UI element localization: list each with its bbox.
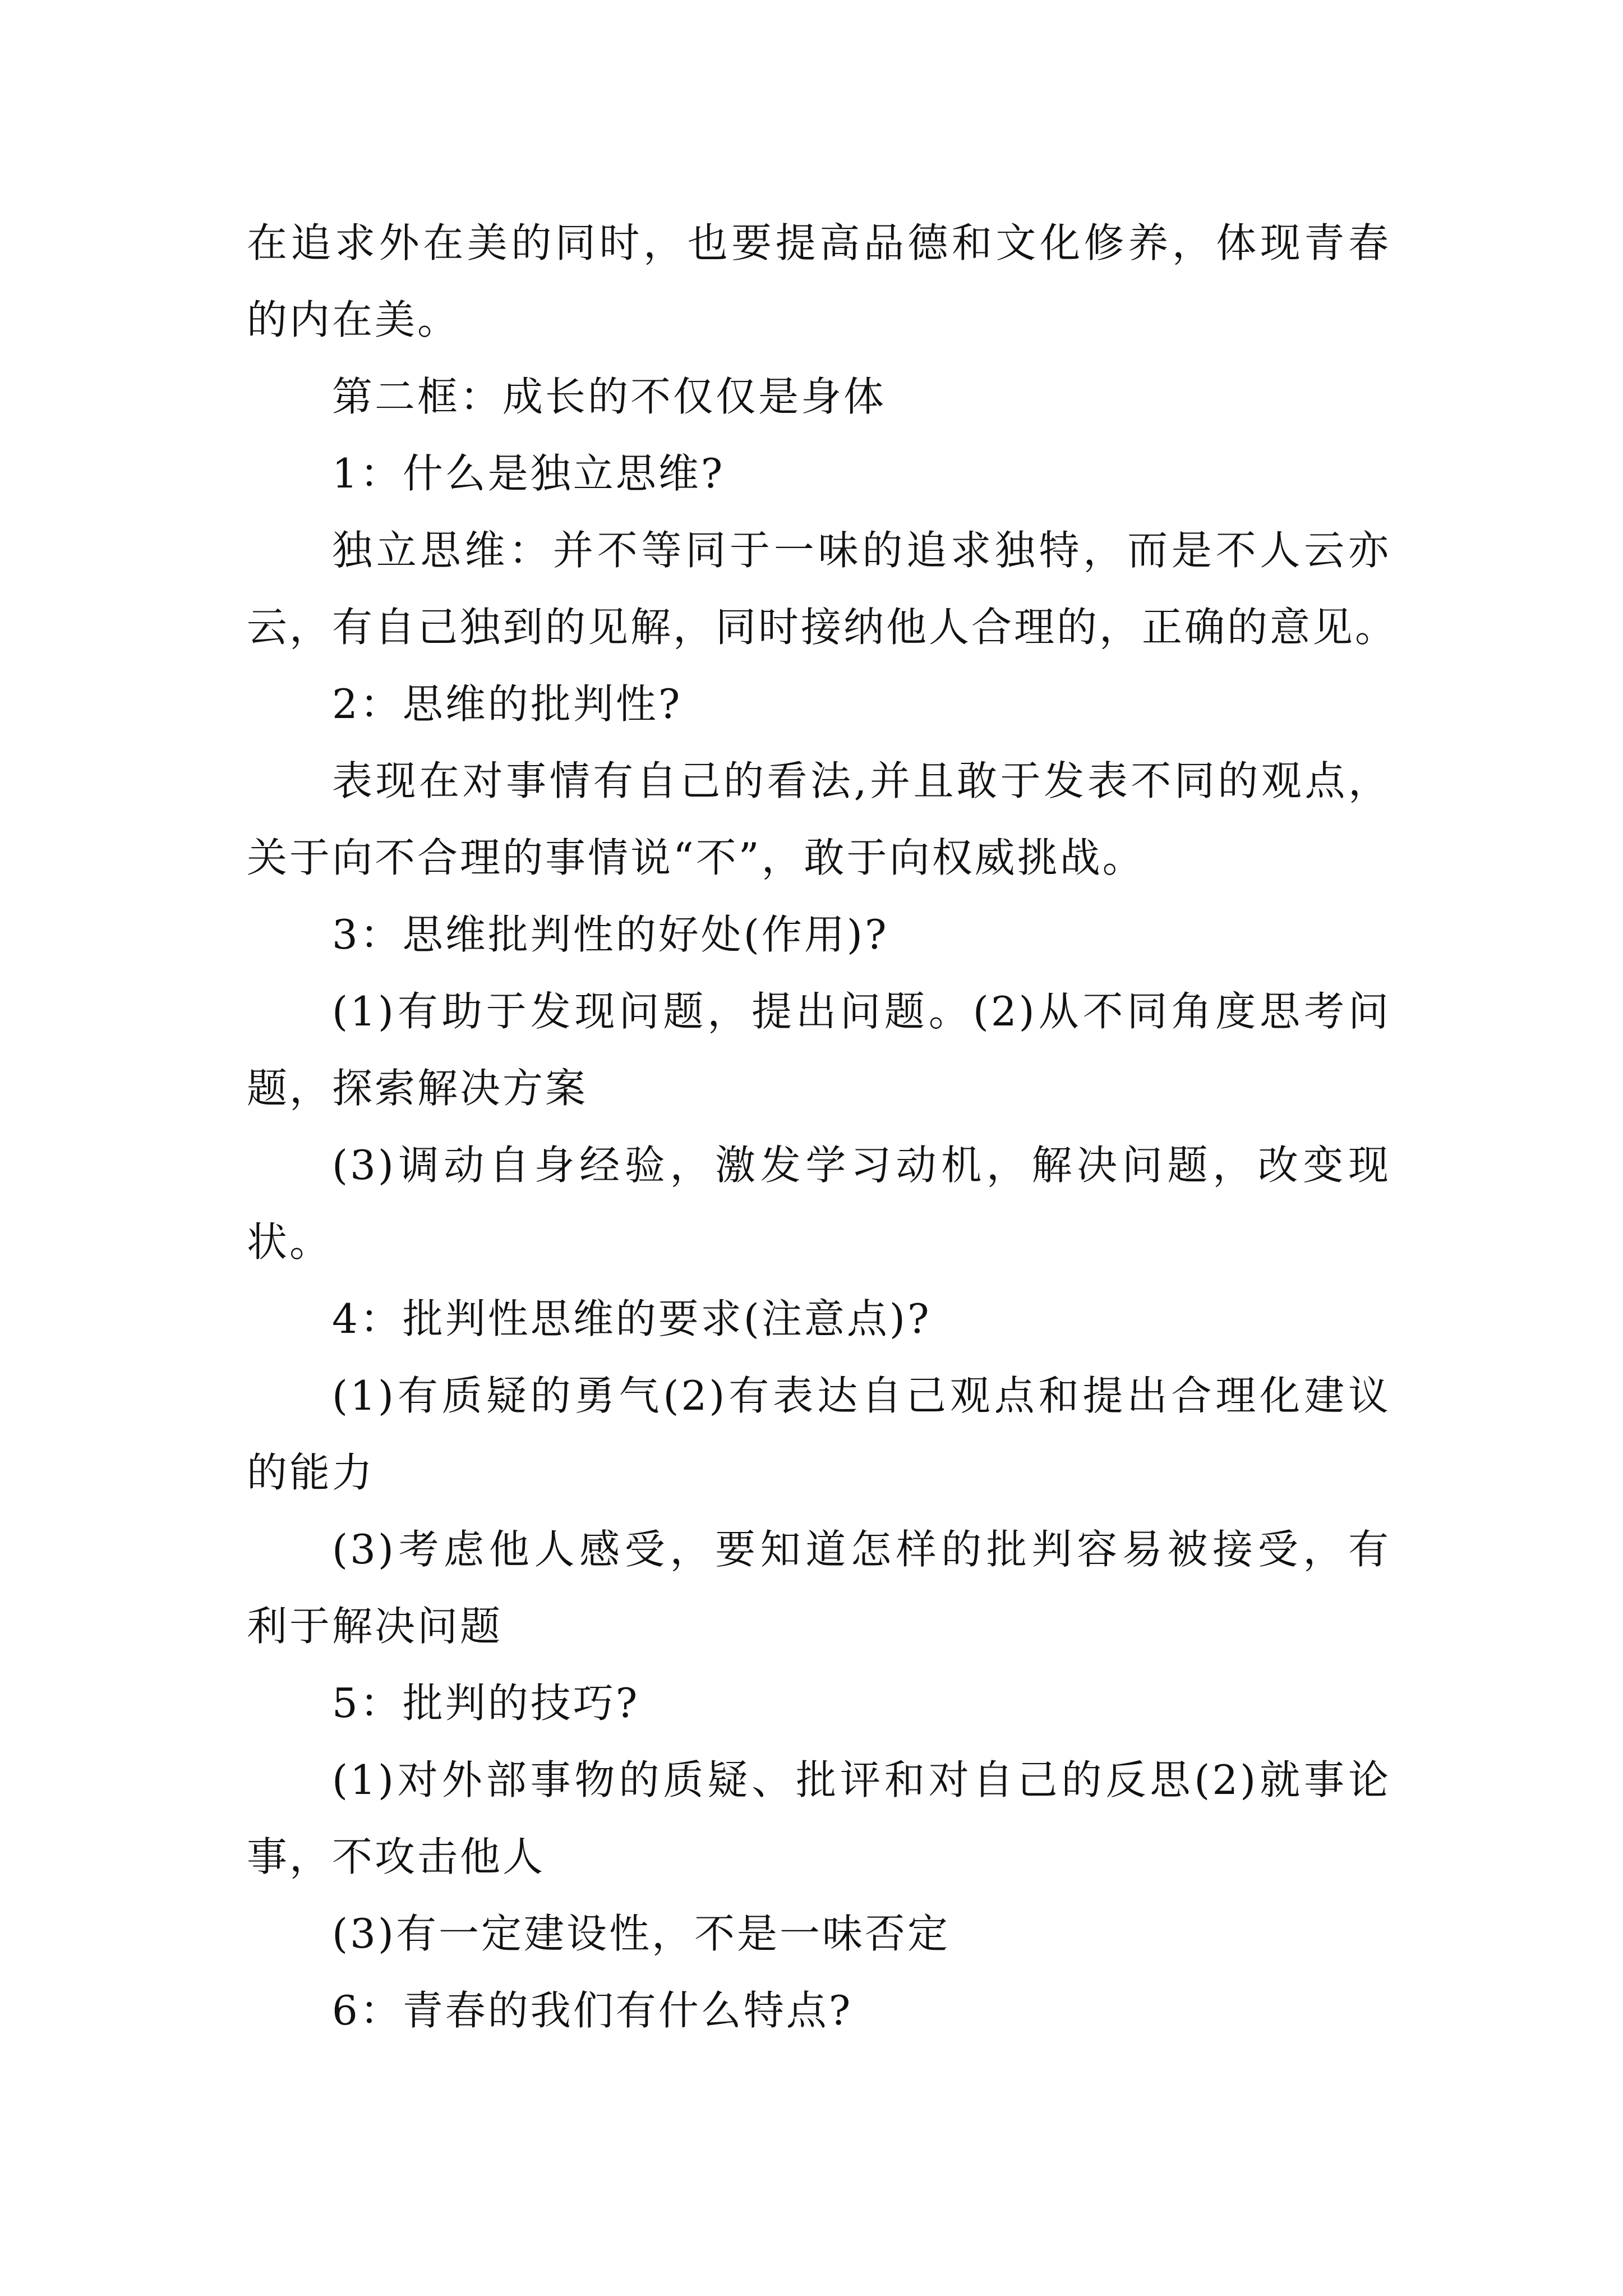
question-heading: 1：什么是独立思维? (332, 450, 725, 497)
text-line: (3)调动自身经验，激发学习动机，解决问题，改变现 (332, 1142, 1391, 1189)
section-heading: 第二框：成长的不仅仅是身体 (332, 373, 887, 420)
text-line: 独立思维：并不等同于一味的追求独特，而是不人云亦 (332, 527, 1391, 574)
text-line: (1)有助于发现问题，提出问题。(2)从不同角度思考问 (332, 988, 1391, 1035)
text-line: 利于解决问题 (247, 1603, 503, 1650)
question-heading: 3：思维批判性的好处(作用)? (332, 911, 889, 958)
question-heading: 4：批判性思维的要求(注意点)? (332, 1295, 932, 1342)
text-line: (3)有一定建设性，不是一味否定 (332, 1910, 950, 1957)
text-line: (1)对外部事物的质疑、批评和对自己的反思(2)就事论 (332, 1756, 1391, 1803)
text-line: 云，有自己独到的见解，同时接纳他人合理的，正确的意见。 (247, 604, 1398, 651)
question-heading: 6：青春的我们有什么特点? (332, 1987, 853, 2034)
text-line: 的内在美。 (247, 296, 460, 343)
text-line: 状。 (247, 1218, 333, 1266)
text-line: (1)有质疑的勇气(2)有表达自己观点和提出合理化建议 (332, 1372, 1391, 1419)
text-line: 的能力 (247, 1449, 375, 1496)
text-line: 表现在对事情有自己的看法,并且敢于发表不同的观点， (332, 757, 1391, 804)
text-line: 题，探索解决方案 (247, 1065, 588, 1112)
text-line: (3)考虑他人感受，要知道怎样的批判容易被接受，有 (332, 1526, 1391, 1573)
text-line: 在追求外在美的同时，也要提高品德和文化修养，体现青春 (247, 219, 1391, 266)
text-line: 关于向不合理的事情说“不”，敢于向权威挑战。 (247, 834, 1145, 881)
text-line: 事，不攻击他人 (247, 1833, 546, 1880)
question-heading: 5：批判的技巧? (332, 1680, 640, 1727)
question-heading: 2：思维的批判性? (332, 680, 683, 728)
